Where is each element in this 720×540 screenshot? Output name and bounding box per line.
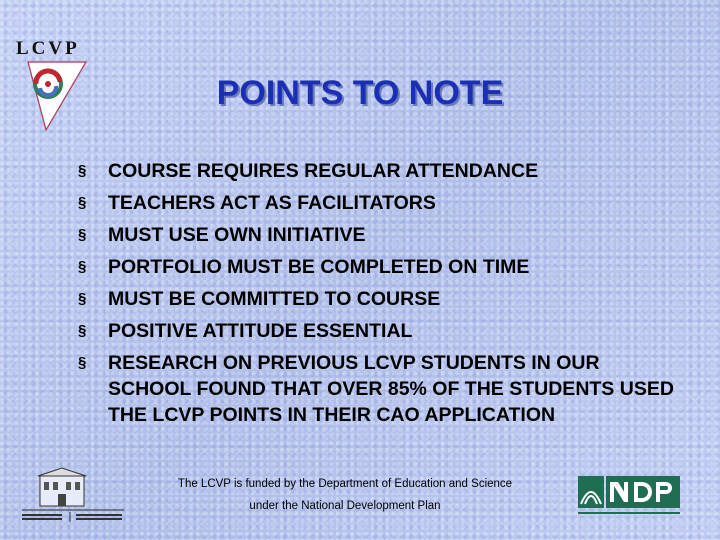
footer-plan-text: under the National Development Plan: [249, 500, 441, 512]
bullet-marker: §: [78, 258, 87, 275]
bullet-text: MUST USE OWN INITIATIVE: [108, 224, 366, 246]
bullet-marker: §: [78, 226, 87, 243]
bullet-marker: §: [78, 194, 87, 211]
slide-title: POINTS TO NOTE: [216, 74, 504, 112]
government-building-icon: [18, 466, 128, 524]
bullet-text: MUST BE COMMITTED TO COURSE: [108, 288, 441, 310]
bullet-item: [78, 158, 678, 184]
bullet-list: [78, 158, 678, 434]
bullet-item: [78, 254, 678, 280]
bullet-item: [78, 350, 678, 428]
bullet-item: [78, 318, 678, 344]
bullet-item: [78, 286, 678, 312]
bullet-text: COURSE REQUIRES REGULAR ATTENDANCE: [108, 160, 539, 182]
footer-funding-text: The LCVP is funded by the Department of Education and Science: [177, 478, 513, 490]
bullet-item: [78, 222, 678, 248]
bullet-text: POSITIVE ATTITUDE ESSENTIAL: [108, 320, 413, 342]
bullet-item: [78, 190, 678, 216]
bullet-marker: §: [78, 322, 87, 339]
bullet-marker: §: [78, 290, 87, 307]
bullet-text: PORTFOLIO MUST BE COMPLETED ON TIME: [108, 256, 530, 278]
lcvp-logo-text: LCVP: [16, 38, 80, 59]
bullet-text: RESEARCH ON PREVIOUS LCVP STUDENTS IN OUR SCHOOL FOUND THAT OVER 85% OF THE STUDENTS USED THE LCVP POINTS IN THEIR CAO APPLICATION: [108, 352, 674, 426]
bullet-marker: §: [78, 354, 87, 371]
ndp-logo-icon: [578, 476, 680, 518]
bullet-marker: §: [78, 162, 87, 179]
bullet-text: TEACHERS ACT AS FACILITATORS: [108, 192, 436, 214]
